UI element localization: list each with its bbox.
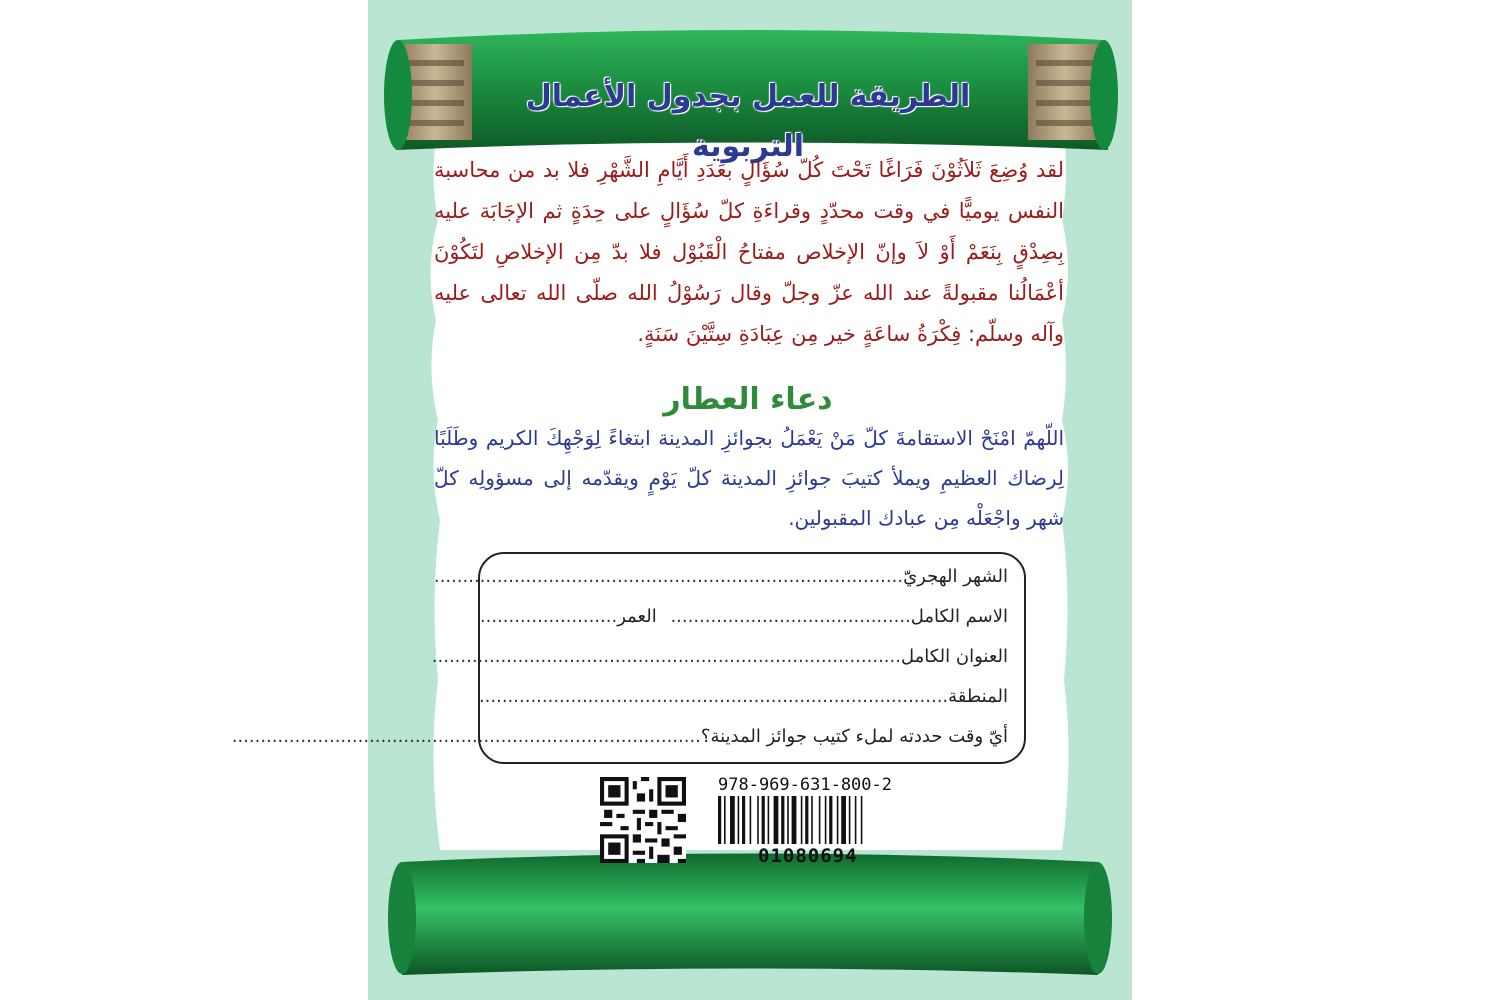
barcode-bar — [829, 796, 832, 844]
barcode-bar — [801, 796, 803, 844]
form-row-full-name[interactable] — [479, 606, 1008, 636]
label-region: المنطقة — [948, 686, 1008, 707]
form-row-region[interactable] — [478, 686, 1008, 716]
barcode-bar — [781, 796, 784, 844]
label-full-address: العنوان الكامل — [900, 646, 1008, 667]
form-row-hijri-month[interactable] — [433, 566, 1008, 596]
barcode-bar — [861, 796, 863, 844]
barcode-bar — [811, 796, 813, 844]
dots-full-address: .................................................................................. — [431, 646, 901, 667]
barcode-bar — [757, 796, 759, 844]
form-row-full-address[interactable] — [431, 646, 1008, 676]
barcode-bar — [718, 796, 721, 844]
label-time-question: أيّ وقت حددته لملء كتيب جوائز المدينة؟ — [700, 726, 1008, 747]
barcode-bar — [819, 796, 821, 844]
barcode-bar — [841, 796, 846, 844]
label-hijri-month: الشهر الهجريّ — [903, 566, 1008, 587]
barcode-bar — [730, 796, 735, 844]
dots-time-question: .................................................................................. — [231, 726, 701, 747]
dua-title: دعاء العطار — [663, 382, 833, 417]
barcode — [716, 796, 906, 844]
label-full-name: الاسم الكامل — [910, 606, 1008, 627]
barcode-bar — [762, 796, 765, 844]
bottom-roll — [402, 854, 1098, 976]
form-row-time-question[interactable] — [231, 726, 1008, 756]
barcode-number: 01080694 — [758, 845, 858, 867]
barcode-bar — [742, 796, 745, 844]
barcode-bar — [787, 796, 789, 844]
barcode-bar — [792, 796, 797, 844]
barcode-bar — [849, 796, 851, 844]
dua-paragraph: اللّهمّ امْنَحْ الاستقامةَ كلّ مَنْ يَعْمَلُ بجوائزِ المدينة ابتغاءً لِوَجْهِكَ الكريم وطَلَبًا لِرضاك العظيمِ ويملأ كتيبَ جوائزِ المدينة كلّ يَوْمٍ ويقدّمه إلى مسؤولِه كلّ شهر واجْعَلْه مِن عبادك المقبولين. — [434, 426, 1064, 530]
dots-region: .................................................................................. — [478, 686, 949, 707]
barcode-bar — [837, 796, 839, 844]
barcode-bar — [768, 796, 770, 844]
barcode-bar — [805, 796, 808, 844]
dots-age: ........................ — [479, 606, 618, 627]
qr-code — [600, 777, 686, 863]
info-form-box — [231, 552, 1026, 764]
dots-hijri-month: .................................................................................. — [433, 566, 904, 587]
barcode-bar — [825, 796, 827, 844]
dots-full-name: .......................................... — [670, 606, 911, 627]
isbn-number: 978-969-631-800-2 — [718, 775, 892, 795]
page-title: الطريقة للعمل بجدول الأعمال التربوية — [525, 79, 971, 164]
barcode-bar — [774, 796, 779, 844]
intro-paragraph: لقد وُضِعَ ثَلاَثُوْنَ فَرَاغًا تَحْتَ كُلّ سُؤَالٍ بعَدَدِ أَيَّامِ الشَّهْرِ فلا بد من محاسبة النفس يوميًّا في وقت محدّدٍ وقراءَةِ كلّ سُؤَالٍ على حِدَةٍ ثم الإجَابَة عليه بِصِدْقٍ بِنَعَمْ أَوْ لاَ وإنّ الإخلاص مفتاحُ الْقَبُوْل فلا بدّ مِن الإخلاصِ لتَكُوْنَ أعْمَالُنا مقبولةً عند الله عزّ وجلّ وقال رَسُوْلُ الله صلّى الله تعالى عليه وآله وسلّم: فِكْرَةُ ساعَةٍ خير مِن عِبَادَةِ سِتَّيْنَ سَنَةٍ. — [434, 158, 1064, 346]
book-back-cover — [231, 0, 1132, 1000]
label-age: العمر — [617, 606, 657, 627]
barcode-bar — [724, 796, 726, 844]
barcode-bar — [738, 796, 740, 844]
barcode-bar — [750, 796, 752, 844]
barcode-bar — [855, 796, 857, 844]
